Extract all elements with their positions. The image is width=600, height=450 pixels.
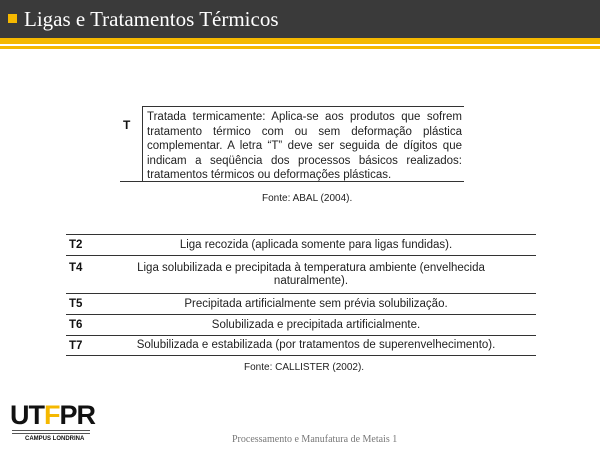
- temper-description: Precipitada artificialmente sem prévia solubilização.: [184, 297, 448, 310]
- temper-code: T2: [69, 239, 83, 251]
- definition-table: [120, 106, 464, 182]
- utfpr-logo: [10, 400, 96, 444]
- footer-text: Processamento e Manufatura de Metais 1: [232, 434, 398, 445]
- tempers-source: Fonte: CALLISTER (2002).: [244, 362, 365, 373]
- definition-text: Tratada termicamente: Aplica-se aos produtos que sofrem tratamento térmico com ou sem deformação plástica complementar. A letra “T” deve ser seguida de dígitos que indicam a seqüência dos processos básicos realizados: tratamentos térmicos ou deformações plásticas.: [147, 111, 462, 182]
- temper-code: T4: [69, 262, 83, 274]
- bullet-icon: [8, 14, 17, 23]
- logo-tagline: [12, 430, 90, 434]
- accent-line-thin: [0, 46, 600, 49]
- table-row: [66, 314, 536, 335]
- table-row: [66, 335, 536, 356]
- table-row: [66, 293, 536, 314]
- temper-code: T5: [69, 298, 83, 310]
- table-row: [66, 234, 536, 255]
- logo-wordmark: UTFPR: [10, 400, 96, 430]
- title-bar: [0, 0, 600, 38]
- temper-table: [66, 234, 536, 356]
- page-title: Ligas e Tratamentos Térmicos: [24, 7, 279, 31]
- table-divider: [142, 106, 143, 182]
- temper-description: Solubilizada e precipitada artificialmente.: [211, 318, 421, 331]
- table-rule: [142, 106, 464, 107]
- accent-line: [0, 38, 600, 44]
- table-row: [66, 255, 536, 293]
- temper-description: Liga recozida (aplicada somente para ligas fundidas).: [179, 238, 453, 251]
- temper-description: Solubilizada e estabilizada (por tratamentos de superenvelhecimento).: [136, 339, 496, 351]
- definition-letter: T: [123, 118, 131, 132]
- temper-code: T7: [69, 339, 83, 352]
- definition-source: Fonte: ABAL (2004).: [262, 193, 353, 204]
- temper-description: Liga solubilizada e precipitada à temperatura ambiente (envelhecida naturalmente).: [137, 261, 485, 287]
- logo-campus: CAMPUS LONDRINA: [25, 436, 85, 442]
- temper-code: T6: [69, 319, 83, 331]
